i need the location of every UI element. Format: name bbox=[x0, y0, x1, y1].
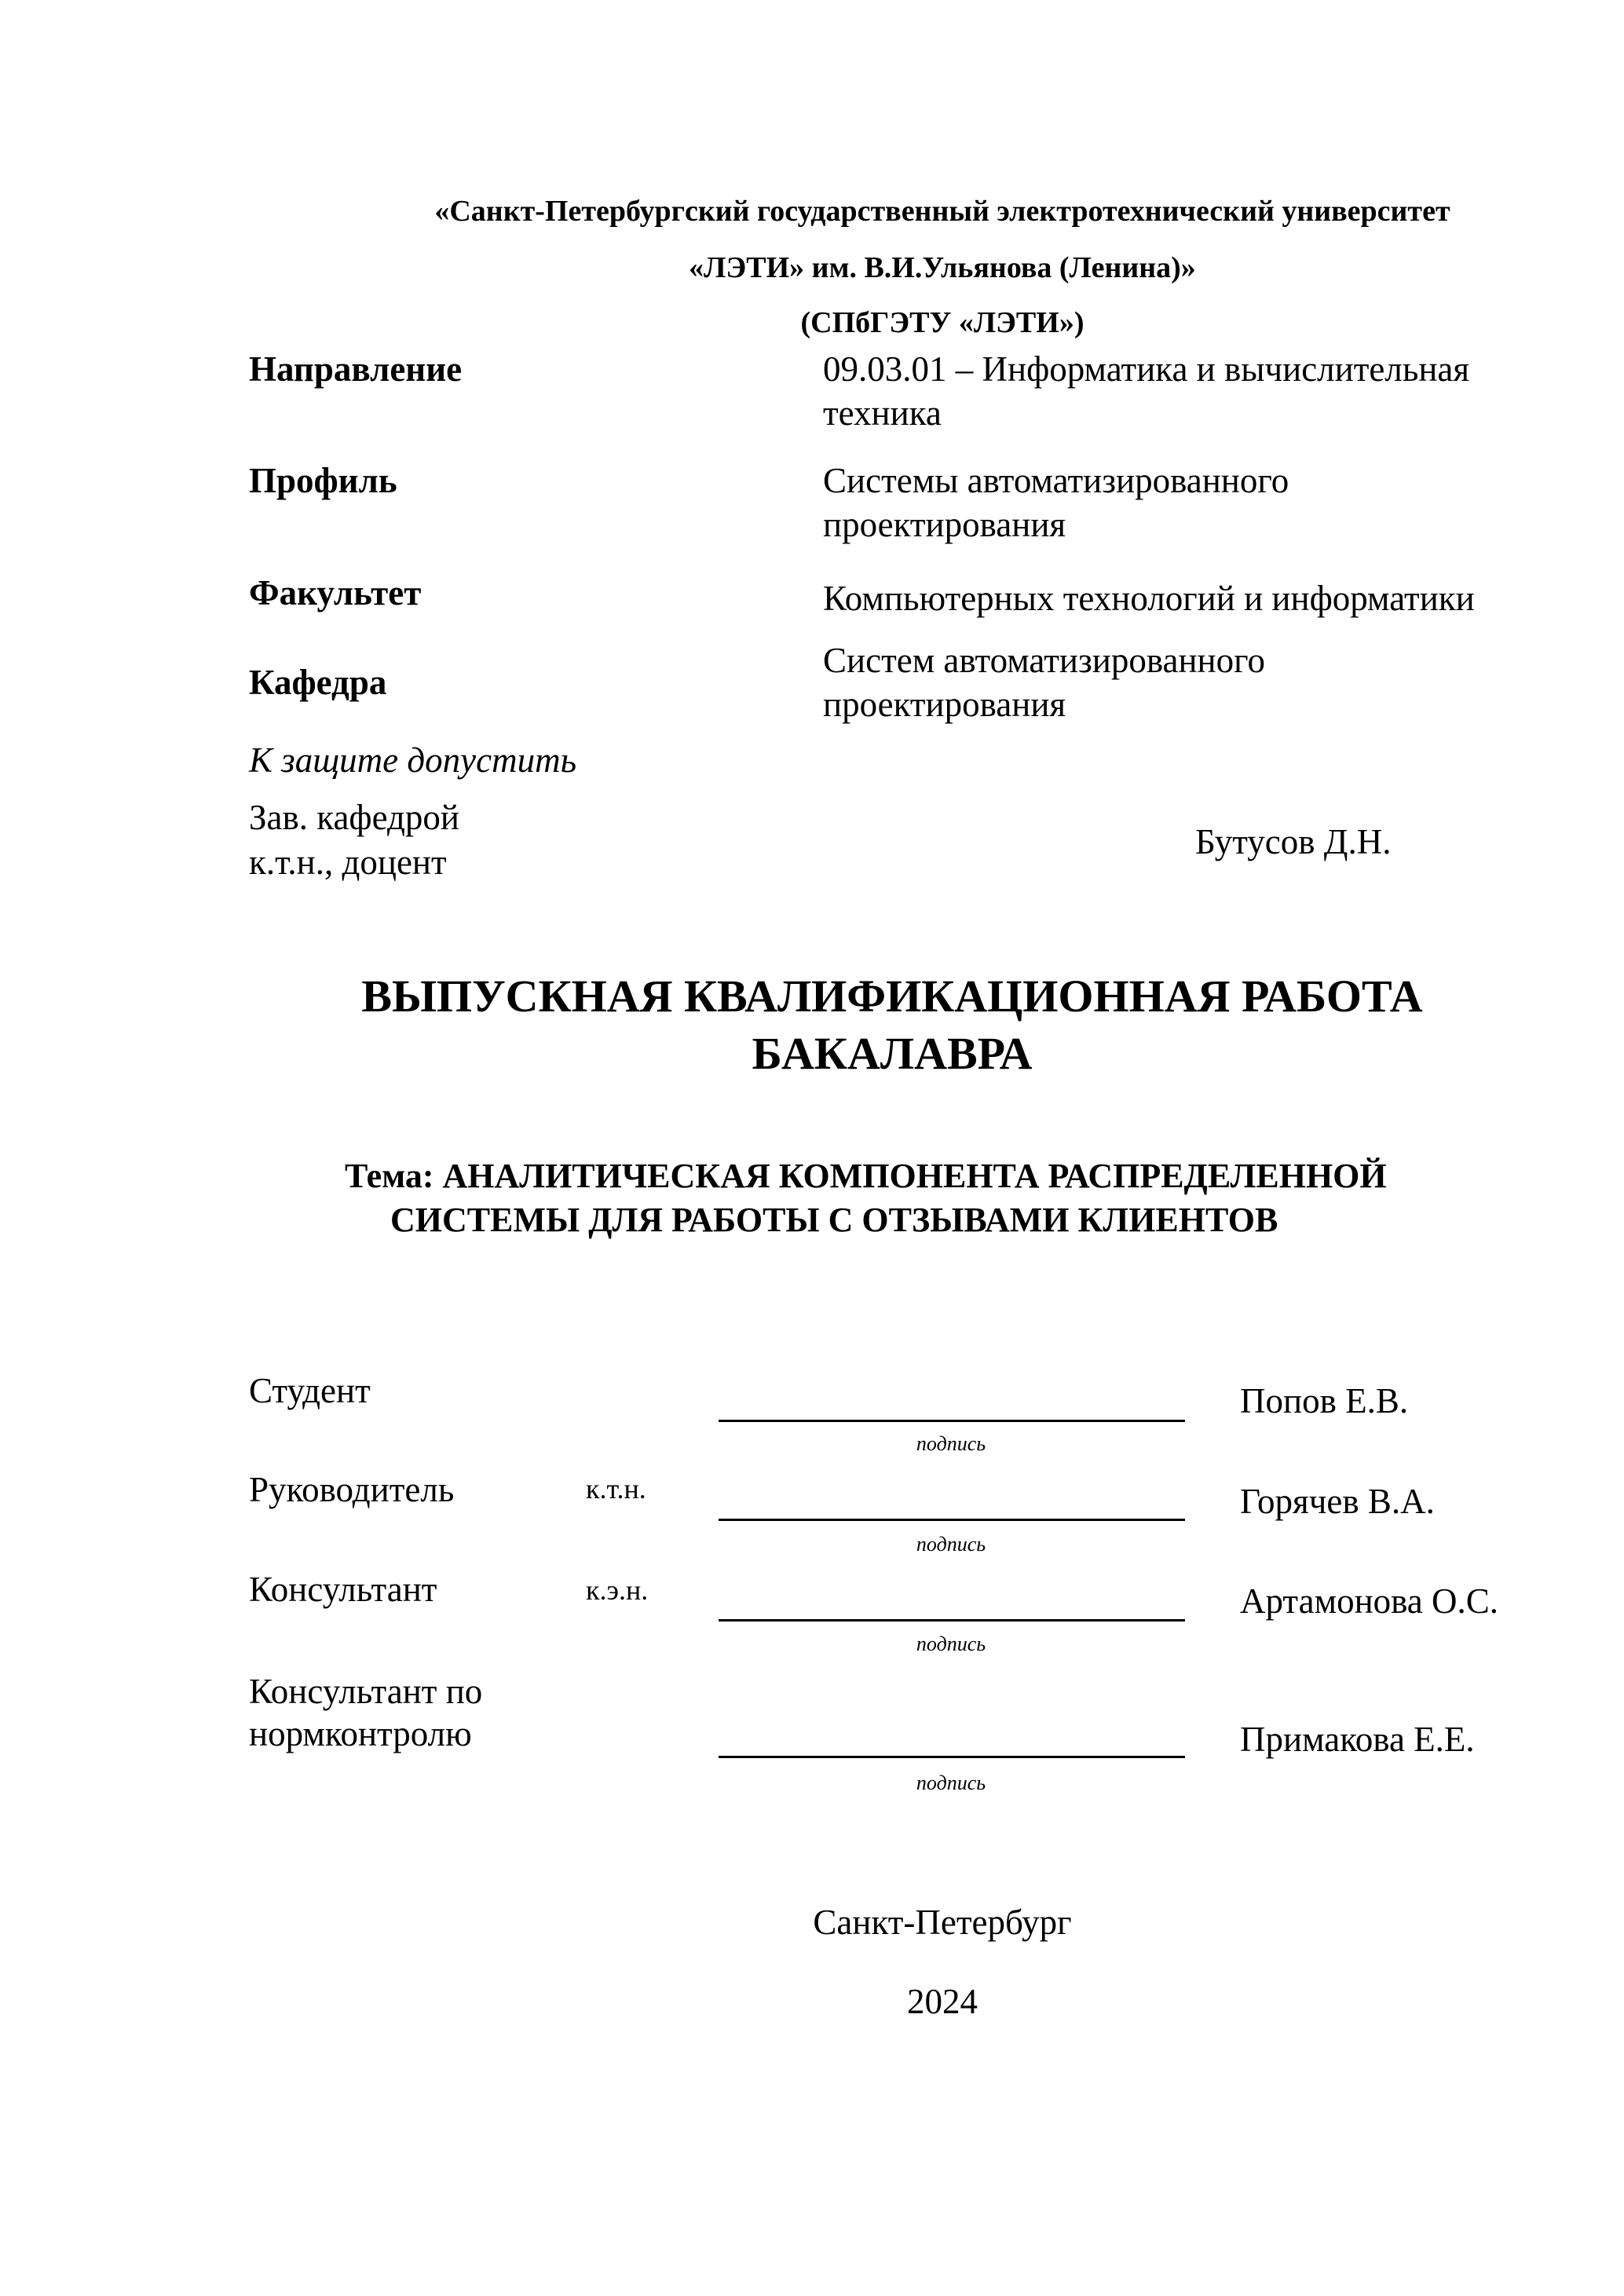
university-abbr: (СПбГЭТУ «ЛЭТИ») bbox=[800, 306, 1084, 339]
label-direction: Направление bbox=[249, 349, 463, 389]
year: 2024 bbox=[907, 1982, 978, 2021]
value-profile-line2: проектирования bbox=[823, 505, 1066, 544]
head-of-department-title: Зав. кафедрой bbox=[249, 798, 459, 837]
role-norm-control-line2: нормконтролю bbox=[249, 1714, 472, 1753]
document-title-line1: ВЫПУСКНАЯ КВАЛИФИКАЦИОННАЯ РАБОТА bbox=[361, 971, 1423, 1022]
signature-caption: подпись bbox=[916, 1771, 986, 1794]
document-title-line2: БАКАЛАВРА bbox=[752, 1028, 1033, 1079]
thesis-topic-line2: СИСТЕМЫ ДЛЯ РАБОТЫ С ОТЗЫВАМИ КЛИЕНТОВ bbox=[390, 1201, 1278, 1239]
city: Санкт-Петербург bbox=[813, 1903, 1072, 1942]
role-student: Студент bbox=[249, 1371, 371, 1410]
label-faculty: Факультет bbox=[249, 573, 422, 612]
thesis-topic-line1: Тема: АНАЛИТИЧЕСКАЯ КОМПОНЕНТА РАСПРЕДЕЛЕННОЙ bbox=[345, 1157, 1387, 1195]
value-direction-line2: техника bbox=[823, 393, 942, 433]
label-profile: Профиль bbox=[249, 461, 397, 500]
signature-caption: подпись bbox=[916, 1533, 986, 1556]
role-consultant: Консультант bbox=[249, 1570, 437, 1609]
value-direction-line1: 09.03.01 – Информатика и вычислительная bbox=[823, 349, 1470, 389]
value-department-line1: Систем автоматизированного bbox=[823, 641, 1265, 680]
name-student: Попов Е.В. bbox=[1240, 1381, 1409, 1420]
value-department-line2: проектирования bbox=[823, 685, 1066, 724]
degree-consultant: к.э.н. bbox=[586, 1574, 649, 1606]
value-profile-line1: Системы автоматизированного bbox=[823, 461, 1289, 500]
role-supervisor: Руководитель bbox=[249, 1470, 455, 1509]
signature-line-supervisor bbox=[719, 1519, 1185, 1521]
degree-supervisor: к.т.н. bbox=[586, 1473, 646, 1504]
name-consultant: Артамонова О.С. bbox=[1240, 1581, 1499, 1621]
label-department: Кафедра bbox=[249, 663, 387, 702]
signature-line-norm-control bbox=[719, 1756, 1185, 1758]
value-faculty: Компьютерных технологий и информатики bbox=[823, 579, 1475, 618]
head-of-department-degree: к.т.н., доцент bbox=[249, 843, 447, 882]
admit-to-defense: К защите допустить bbox=[249, 740, 577, 780]
university-name-line2: «ЛЭТИ» им. В.И.Ульянова (Ленина)» bbox=[689, 251, 1196, 284]
signature-caption: подпись bbox=[916, 1432, 986, 1455]
head-of-department-name: Бутусов Д.Н. bbox=[1195, 822, 1392, 861]
signature-caption: подпись bbox=[916, 1632, 986, 1655]
signature-line-consultant bbox=[719, 1619, 1185, 1621]
name-supervisor: Горячев В.А. bbox=[1240, 1482, 1435, 1521]
name-norm-control: Примакова Е.Е. bbox=[1240, 1720, 1475, 1759]
university-name-line1: «Санкт-Петербургский государственный электротехнический университет bbox=[434, 195, 1450, 228]
role-norm-control-line1: Консультант по bbox=[249, 1672, 483, 1711]
signature-line-student bbox=[719, 1420, 1185, 1422]
